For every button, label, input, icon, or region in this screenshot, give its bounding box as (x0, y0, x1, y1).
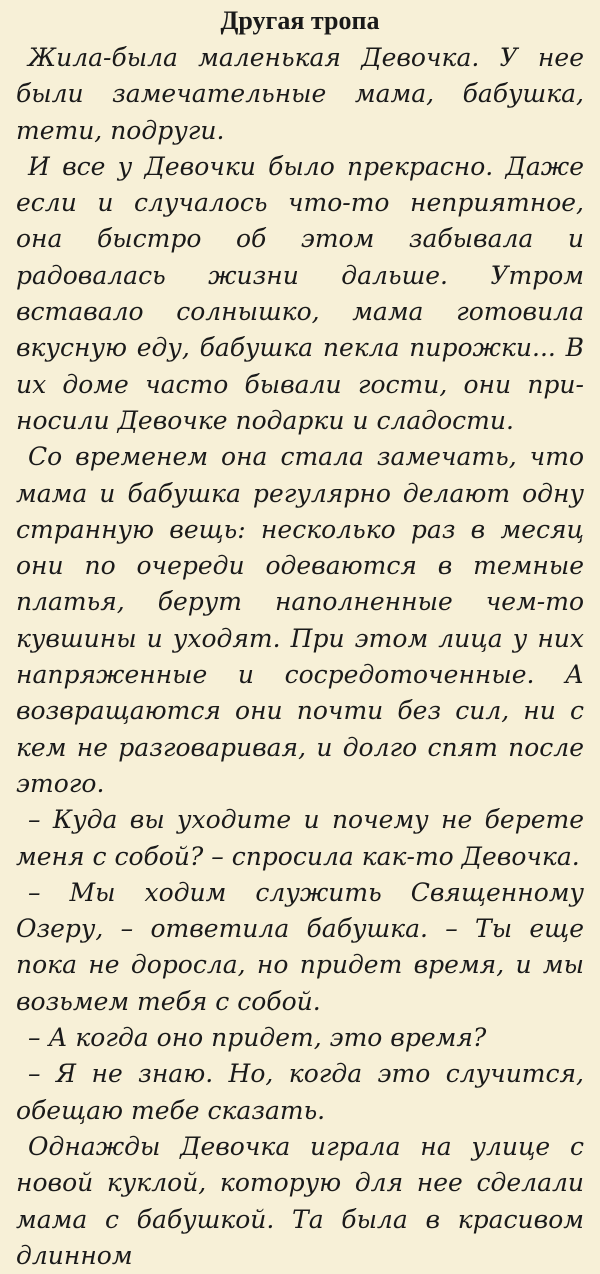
chapter-title: Другая тропа (220, 6, 380, 35)
paragraph: Со временем она стала замечать, что мама и бабушка регулярно делают одну странную вещь: несколько раз в месяц они по очереди одеваются в темные платья, берут наполненные чем-то кувшины и уходят. При этом лица у них напряженные и сосредоточенные. А возвращаются они почти без сил, ни с кем не разговаривая, и долго спят после этого. (16, 442, 584, 798)
paragraph: И все у Девочки было прекрасно. Даже если и случалось что-то неприятное, она быстро об этом забывала и радовалась жизни дальше. Утром вставало солнышко, мама готовила вкусную еду, бабушка пекла пирожки... В их доме часто бывали гости, они приносили Девочке подарки и сладости. (16, 151, 584, 435)
paragraph: Жила-была маленькая Девочка. У нее были замечательные мама, бабушка, тети, подруги. (16, 43, 584, 145)
paragraph: – А когда оно придет, это время? (28, 1023, 487, 1053)
paragraph: – Мы ходим служить Священному Озеру, – ответила бабушка. – Ты еще пока не доросла, но придет время, и мы возьмем тебя с собой. (16, 877, 584, 1016)
paragraph: – Куда вы уходите и почему не берете меня с собой? – спросила как-то Девочка. (16, 805, 584, 871)
paragraph: Однажды Девочка играла на улице с новой куклой, которую для нее сделали мама с бабушкой. Та была в красивом длинном (16, 1131, 584, 1270)
paragraph: – Я не знаю. Но, когда это случится, обещаю тебе сказать. (16, 1059, 584, 1125)
story-text (16, 40, 584, 1274)
